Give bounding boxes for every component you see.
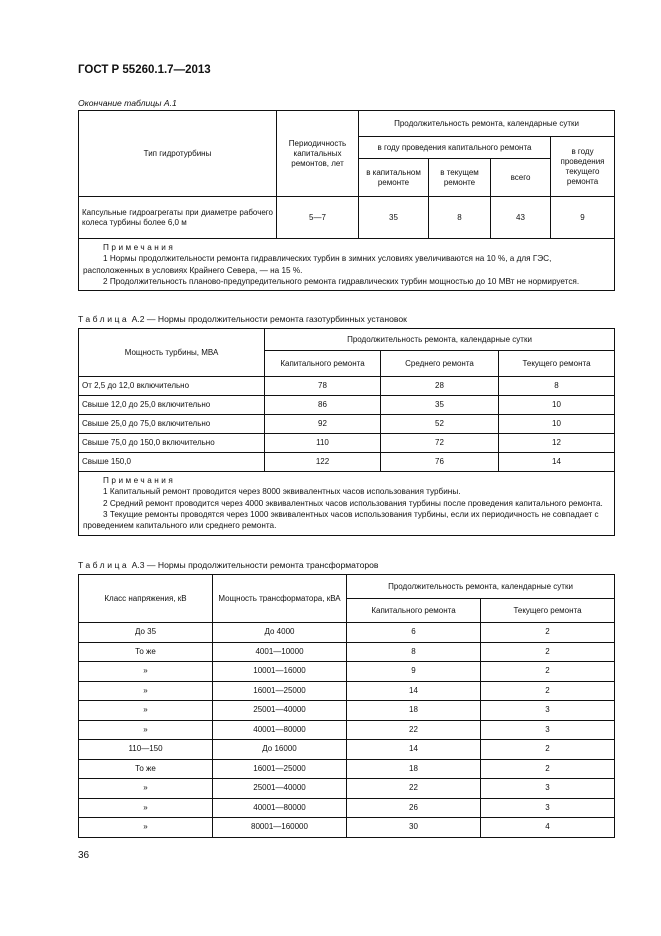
table-row [79, 623, 615, 643]
cell-medium: 72 [381, 434, 499, 453]
cell-capital: 8 [347, 642, 481, 662]
cell-voltage: » [79, 720, 213, 740]
note-item: 1 Капитальный ремонт проводится через 8000 эквивалентных часов использования турбины. [103, 487, 461, 497]
notes-row [79, 239, 615, 291]
table-row [79, 740, 615, 760]
header-transformer-power: Мощность трансформатора, кВА [213, 575, 347, 623]
cell-capital: 35 [359, 197, 429, 239]
note-item: 1 Нормы продолжительности ремонта гидравлических турбин в зимних условиях увеличиваются на 10 %, а для ГЭС, расположенных в условиях Крайнего Севера, — на 15 %. [83, 254, 552, 275]
cell-power: 25001—40000 [213, 701, 347, 721]
cell-current: 8 [499, 377, 615, 396]
header-turbine-power: Мощность турбины, МВА [79, 329, 265, 377]
cell-capital: 110 [265, 434, 381, 453]
header-capital: Капитального ремонта [347, 599, 481, 623]
notes-title: Примечания [103, 243, 176, 252]
cell-capital: 9 [347, 662, 481, 682]
cell-medium: 35 [381, 396, 499, 415]
header-voltage-class: Класс напряжения, кВ [79, 575, 213, 623]
table-a1-caption: Окончание таблицы А.1 [78, 98, 177, 108]
cell-voltage: » [79, 818, 213, 838]
table-row [79, 759, 615, 779]
cell-power: До 4000 [213, 623, 347, 643]
cell-current: 2 [481, 681, 615, 701]
header-repair-duration: Продолжительность ремонта, календарные сутки [265, 329, 615, 351]
table-row [79, 642, 615, 662]
table-row [79, 720, 615, 740]
table-row [79, 779, 615, 799]
header-medium: Среднего ремонта [381, 351, 499, 377]
table-row [79, 662, 615, 682]
header-current: Текущего ремонта [499, 351, 615, 377]
cell-medium: 28 [381, 377, 499, 396]
cell-power: 4001—10000 [213, 642, 347, 662]
cell-power: Свыше 150,0 [79, 453, 265, 472]
cell-power: 16001—25000 [213, 681, 347, 701]
document-header: ГОСТ Р 55260.1.7—2013 [78, 64, 211, 76]
cell-turbine-type: Капсульные гидроагрегаты при диаметре рабочего колеса турбины более 6,0 м [79, 197, 277, 239]
cell-capital: 22 [347, 720, 481, 740]
cell-period: 5—7 [277, 197, 359, 239]
table-a3 [78, 574, 615, 838]
header-total: всего [491, 159, 551, 197]
cell-capital: 14 [347, 740, 481, 760]
table-row [79, 798, 615, 818]
table-row [79, 197, 615, 239]
cell-voltage: То же [79, 642, 213, 662]
cell-current: 4 [481, 818, 615, 838]
cell-voltage: » [79, 798, 213, 818]
cell-current: 2 [481, 662, 615, 682]
table-a3-caption-word: Таблица [78, 560, 130, 570]
cell-capital: 26 [347, 798, 481, 818]
cell-medium: 76 [381, 453, 499, 472]
table-a2-caption [78, 314, 407, 324]
cell-power: 80001—160000 [213, 818, 347, 838]
cell-current: 2 [481, 759, 615, 779]
table-row [79, 415, 615, 434]
table-a2 [78, 328, 615, 536]
table-row [79, 377, 615, 396]
table-row [79, 453, 615, 472]
cell-current: 2 [481, 740, 615, 760]
cell-capital: 6 [347, 623, 481, 643]
header-current-year: в году проведения текущего ремонта [551, 137, 615, 197]
cell-capital: 78 [265, 377, 381, 396]
note-item: 3 Текущие ремонты проводятся через 1000 эквивалентных часов использования турбины, если их периодичность не совпадает с проведением капитального или среднего ремонта. [83, 509, 599, 531]
cell-capital: 14 [347, 681, 481, 701]
cell-power: 25001—40000 [213, 779, 347, 799]
cell-total: 43 [491, 197, 551, 239]
header-overhaul-period: Периодичность капитальных ремонтов, лет [277, 111, 359, 197]
table-a3-caption-text: А.3 — Нормы продолжительности ремонта трансформаторов [129, 560, 379, 570]
cell-voltage: 110—150 [79, 740, 213, 760]
cell-current: 3 [481, 701, 615, 721]
table-a1 [78, 110, 615, 291]
cell-medium: 52 [381, 415, 499, 434]
cell-voltage: » [79, 779, 213, 799]
cell-voltage: » [79, 681, 213, 701]
cell-current: 10 [499, 415, 615, 434]
header-repair-duration: Продолжительность ремонта, календарные сутки [359, 111, 615, 137]
cell-capital: 30 [347, 818, 481, 838]
cell-capital: 18 [347, 759, 481, 779]
cell-power: От 2,5 до 12,0 включительно [79, 377, 265, 396]
table-row [79, 681, 615, 701]
header-current: в текущем ремонте [429, 159, 491, 197]
table-row [79, 818, 615, 838]
cell-voltage: » [79, 662, 213, 682]
table-row [79, 434, 615, 453]
notes-row [79, 472, 615, 536]
cell-current: 2 [481, 642, 615, 662]
cell-current: 10 [499, 396, 615, 415]
note-item: 2 Продолжительность планово-предупредительного ремонта гидравлических турбин мощностью до 10 МВт не нормируется. [103, 276, 580, 286]
cell-current: 14 [499, 453, 615, 472]
cell-current: 3 [481, 720, 615, 740]
table-a3-caption [78, 560, 378, 570]
note-item: 2 Средний ремонт проводится через 4000 эквивалентных часов использования турбины после проведения капитального ремонта. [103, 498, 603, 508]
cell-capital: 122 [265, 453, 381, 472]
table-a2-caption-text: А.2 — Нормы продолжительности ремонта газотурбинных установок [129, 314, 407, 324]
cell-current: 2 [481, 623, 615, 643]
cell-power: Свыше 12,0 до 25,0 включительно [79, 396, 265, 415]
cell-power: До 16000 [213, 740, 347, 760]
table-a2-caption-word: Таблица [78, 314, 130, 324]
cell-capital: 18 [347, 701, 481, 721]
cell-power: 10001—16000 [213, 662, 347, 682]
header-capital: в капитальном ремонте [359, 159, 429, 197]
cell-voltage: До 35 [79, 623, 213, 643]
header-capital: Капитального ремонта [265, 351, 381, 377]
cell-power: Свыше 25,0 до 75,0 включительно [79, 415, 265, 434]
header-repair-duration: Продолжительность ремонта, календарные сутки [347, 575, 615, 599]
cell-current: 12 [499, 434, 615, 453]
notes-title: Примечания [103, 476, 176, 485]
cell-power: 16001—25000 [213, 759, 347, 779]
header-overhaul-year: в году проведения капитального ремонта [359, 137, 551, 159]
header-turbine-type: Тип гидротурбины [79, 111, 277, 197]
cell-current: 3 [481, 779, 615, 799]
cell-capital: 86 [265, 396, 381, 415]
cell-capital: 92 [265, 415, 381, 434]
cell-current: 8 [429, 197, 491, 239]
page-number: 36 [78, 850, 90, 861]
cell-voltage: То же [79, 759, 213, 779]
cell-power: 40001—80000 [213, 798, 347, 818]
table-row [79, 396, 615, 415]
header-current: Текущего ремонта [481, 599, 615, 623]
cell-power: 40001—80000 [213, 720, 347, 740]
cell-power: Свыше 75,0 до 150,0 включительно [79, 434, 265, 453]
cell-current: 3 [481, 798, 615, 818]
cell-capital: 22 [347, 779, 481, 799]
table-row [79, 701, 615, 721]
cell-current-year: 9 [551, 197, 615, 239]
cell-voltage: » [79, 701, 213, 721]
